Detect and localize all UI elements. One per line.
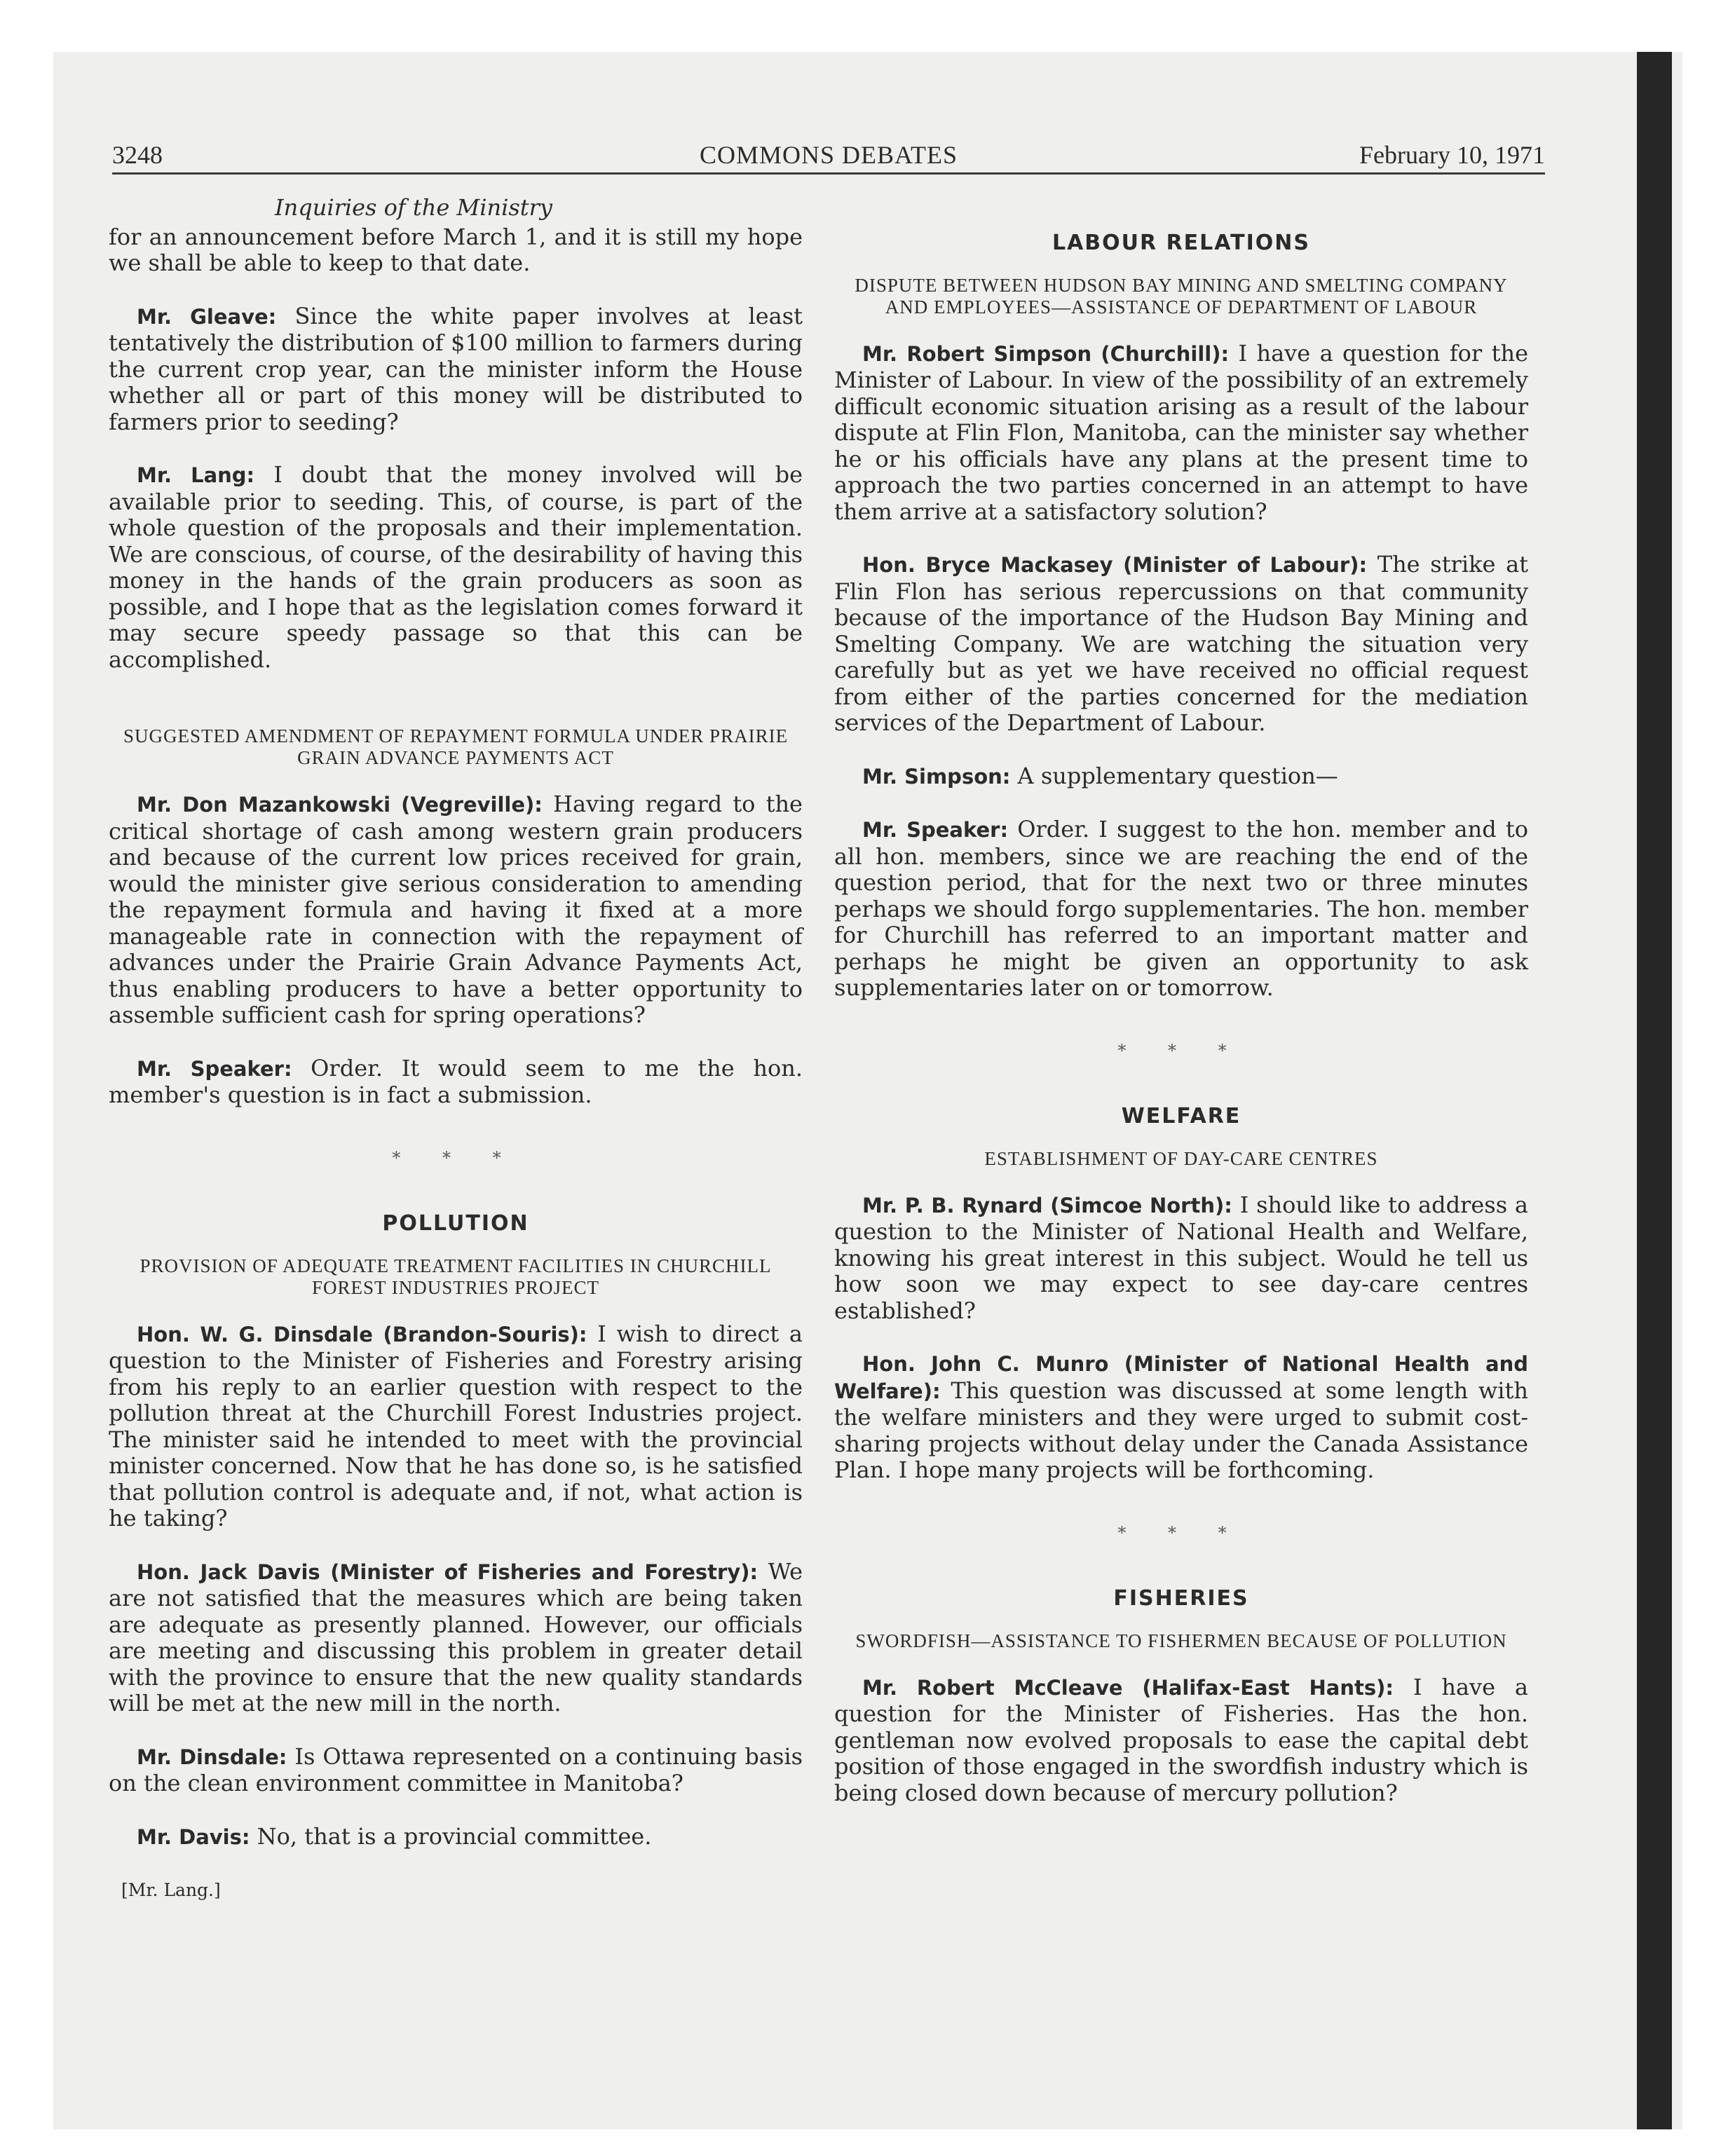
section-divider: * * * — [1117, 1522, 1245, 1543]
speaker-name: Mr. Speaker: — [862, 818, 1009, 842]
page-number: 3248 — [112, 141, 163, 169]
speaker-name: Mr. Speaker: — [137, 1056, 292, 1081]
subheading: SUGGESTED AMENDMENT OF REPAYMENT FORMULA UNDER PRAIRIE GRAIN ADVANCE PAYMENTS ACT — [123, 725, 789, 768]
paragraph: Hon. Bryce Mackasey (Minister of Labour): The strike at Flin Flon has serious repercussions on that community because of the importance of the Hudson Bay Mining and Smelting Company. We are watching the situation very carefully but as yet we have received no official request from either of the parties concerned for the mediation services of the Department of Labour. — [834, 551, 1529, 736]
section-heading: WELFARE — [1121, 1104, 1241, 1128]
section-divider: * * * — [392, 1147, 519, 1168]
speaker-name: Mr. Robert McCleave (Halifax-East Hants): — [862, 1675, 1394, 1700]
subheading: PROVISION OF ADEQUATE TREATMENT FACILITIES IN CHURCHILL FOREST INDUSTRIES PROJECT — [140, 1255, 772, 1298]
speaker-name: Mr. Lang: — [137, 463, 255, 487]
scan-binding-edge — [1637, 52, 1672, 2129]
paragraph: Mr. Don Mazankowski (Vegreville): Having regard to the critical shortage of cash among western grain producers and because of the current low prices received for grain, would the minister give serious consideration to amending the repayment formula and having it fixed at a more manageable rate in connection with the repayment of advances under the Prairie Grain Advance Payments Act, thus enabling producers to have a better opportunity to assemble sufficient cash for spring operations? — [109, 791, 803, 1028]
speaker-name: Mr. Davis: — [137, 1824, 250, 1849]
page-date: February 10, 1971 — [1359, 141, 1545, 169]
right-column — [834, 195, 1528, 1833]
paragraph: Mr. Speaker: Order. I suggest to the hon. member and to all hon. members, since we are reaching the end of the question period, that for the next two or three minutes perhaps we should forgo supplementaries. The hon. member for Churchill has referred to an important matter and perhaps he might be given an opportunity to ask supplementaries later on or tomorrow. — [834, 816, 1529, 1001]
section-heading: LABOUR RELATIONS — [1052, 231, 1311, 255]
speaker-name: Mr. Gleave: — [137, 304, 277, 329]
speaker-name: Mr. Robert Simpson (Churchill): — [862, 341, 1230, 366]
paragraph: Hon. W. G. Dinsdale (Brandon-Souris): I wish to direct a question to the Minister of Fisheries and Forestry arising from his reply to an earlier question with respect to the pollution threat at the Churchill Forest Industries project. The minister said he intended to meet with the provincial minister concerned. Now that he has done so, is he satisfied that pollution control is adequate and, if not, what action is he taking? — [109, 1320, 803, 1531]
subheading: SWORDFISH—ASSISTANCE TO FISHERMEN BECAUSE OF POLLUTION — [855, 1630, 1507, 1651]
paragraph: Mr. Gleave: Since the white paper involves at least tentatively the distribution of $100 million to farmers during the current crop year, can the minister inform the House whether all or part of this money will be distributed to farmers prior to seeding? — [109, 302, 803, 435]
paragraph: Mr. Lang: I doubt that the money involved will be available prior to seeding. This, of course, is part of the whole question of the proposals and their implementation. We are conscious, of course, of the desirability of having this money in the hands of the grain producers as soon as possible, and I hope that as the legislation comes forward it may secure speedy passage so that this can be accomplished. — [109, 461, 803, 673]
paragraph: Mr. Davis: No, that is a provincial committee. — [137, 1822, 652, 1850]
paragraph: Mr. Dinsdale: Is Ottawa represented on a continuing basis on the clean environment committee in Manitoba? — [109, 1742, 803, 1796]
speaker-name: Hon. Bryce Mackasey (Minister of Labour): — [862, 553, 1368, 577]
paragraph: Mr. Speaker: Order. It would seem to me the hon. member's question is in fact a submission. — [109, 1054, 803, 1108]
page-header — [112, 133, 1545, 175]
section-heading: FISHERIES — [1113, 1586, 1249, 1611]
speaker-name: Mr. P. B. Rynard (Simcoe North): — [862, 1193, 1232, 1217]
paragraph: Mr. Robert McCleave (Halifax-East Hants): I have a question for the Minister of Fisheries. Has the hon. gentleman now evolved proposals to ease the capital debt position of those engaged in the swordfish industry which is being closed down because of mercury pollution? — [834, 1673, 1529, 1806]
paragraph: Mr. Simpson: A supplementary question— — [862, 762, 1338, 789]
speaker-name: Hon. W. G. Dinsdale (Brandon-Souris): — [137, 1322, 587, 1346]
left-column — [109, 195, 803, 1904]
section-divider: * * * — [1117, 1040, 1245, 1060]
speaker-name: Mr. Don Mazankowski (Vegreville): — [137, 793, 543, 817]
paragraph: Hon. John C. Munro (Minister of National Health and Welfare): This question was discussed at some length with the welfare ministers and they were urged to submit cost-sharing projects without delay under the Canada Assistance Plan. I hope many projects will be forthcoming. — [834, 1352, 1529, 1483]
subheading: ESTABLISHMENT OF DAY-CARE CENTRES — [984, 1147, 1378, 1169]
journal-title: COMMONS DEBATES — [699, 141, 958, 169]
speaker-name: Mr. Dinsdale: — [137, 1745, 287, 1769]
speaker-name: Hon. Jack Davis (Minister of Fisheries and Forestry): — [137, 1560, 758, 1584]
footnote: [Mr. Lang.] — [121, 1880, 221, 1900]
running-head: Inquiries of the Ministry — [275, 194, 552, 221]
section-heading: POLLUTION — [382, 1211, 529, 1236]
speaker-name: Hon. John C. Munro (Minister of National Health and Welfare): — [834, 1352, 1528, 1403]
paragraph: for an announcement before March 1, and it is still my hope we shall be able to keep to that date. — [109, 223, 803, 276]
paragraph: Mr. Robert Simpson (Churchill): I have a question for the Minister of Labour. In view of the possibility of an extremely difficult economic situation arising as a result of the labour dispute at Flin Flon, Manitoba, can the minister say whether he or his officials have any plans at the present time to approach the two parties concerned in an attempt to have them arrive at a satisfactory solution? — [834, 339, 1529, 525]
speaker-name: Mr. Simpson: — [862, 764, 1011, 789]
subheading: DISPUTE BETWEEN HUDSON BAY MINING AND SMELTING COMPANY AND EMPLOYEES—ASSISTANCE OF DEPARTMENT OF LABOUR — [855, 274, 1508, 318]
paragraph: Hon. Jack Davis (Minister of Fisheries and Forestry): We are not satisfied that the measures which are being taken are adequate as presently planned. However, our officials are meeting and discussing this problem in greater detail with the province to ensure that the new quality standards will be met at the new mill in the north. — [109, 1557, 803, 1717]
paragraph: Mr. P. B. Rynard (Simcoe North): I should like to address a question to the Minister of National Health and Welfare, knowing his great interest in this subject. Would he tell us how soon we may expect to see day-care centres established? — [834, 1191, 1529, 1324]
